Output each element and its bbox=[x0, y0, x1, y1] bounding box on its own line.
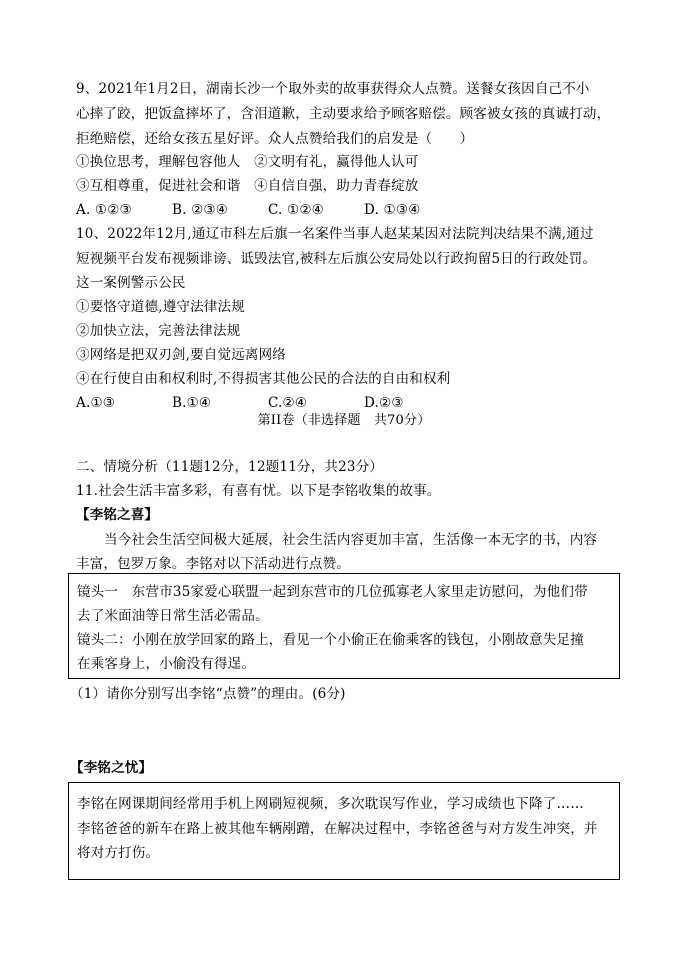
section-2-title: 第II卷（非选择题 共70分） bbox=[257, 413, 431, 428]
q11-intro: 11.社会生活丰富多彩，有喜有忧。以下是李铭收集的故事。 bbox=[76, 483, 441, 499]
q9-stem-line-1: 9、2021年1月2日，湖南长沙一个取外卖的故事获得众人点赞。送餐女孩因自己不小 bbox=[76, 81, 590, 97]
q9-option-b: B. ②③④ bbox=[172, 202, 229, 218]
q9-option-d: D. ①③④ bbox=[364, 202, 421, 218]
q10-option-a: A.①③ bbox=[76, 395, 116, 411]
q10-item-1: ①要恪守道德,遵守法律法规 bbox=[76, 299, 245, 315]
scene-1-line-1: 镜头一 东营市35家爱心联盟一起到东营市的几位孤寡老人家里走访慰问，为他们带 bbox=[77, 584, 588, 600]
q10-item-2: ②加快立法，完善法律法规 bbox=[76, 323, 241, 339]
worry-line-1: 李铭在网课期间经常用手机上网刷短视频，多次耽误写作业，学习成绩也下降了…… bbox=[77, 796, 584, 812]
part-2-heading: 二、情境分析（11题12分，12题11分，共23分） bbox=[76, 459, 384, 475]
scenario-box-2 bbox=[68, 782, 620, 880]
q10-item-3: ③网络是把双刃剑,要自觉远离网络 bbox=[76, 347, 286, 363]
q10-stem-line-3: 这一案例警示公民 bbox=[76, 275, 186, 291]
scene-1-line-2: 去了米面油等日常生活必需品。 bbox=[77, 608, 269, 624]
joy-paragraph-line-1: 当今社会生活空间极大延展，社会生活内容更加丰富，生活像一本无字的书，内容 bbox=[104, 532, 598, 548]
scenario-box-1 bbox=[68, 573, 620, 679]
q10-stem-line-2: 短视频平台发布视频诽谤、诋毁法官,被科左后旗公安局处以行政拘留5日的行政处罚。 bbox=[76, 251, 597, 267]
q9-options bbox=[76, 200, 420, 220]
q10-options bbox=[76, 393, 404, 413]
q10-option-d: D.②③ bbox=[364, 395, 404, 411]
scene-2-line-1: 镜头二：小刚在放学回家的路上，看见一个小偷正在偷乘客的钱包，小刚故意失足撞 bbox=[77, 632, 584, 648]
q10-option-b: B.①④ bbox=[172, 395, 212, 411]
worry-section-title: 【李铭之忧】 bbox=[70, 760, 153, 776]
q9-stem-line-2: 心摔了跤，把饭盒摔坏了，含泪道歉，主动要求给予顾客赔偿。顾客被女孩的真诚打动， bbox=[76, 106, 611, 122]
q9-item-1: ①换位思考，理解包容他人 ②文明有礼，赢得他人认可 bbox=[76, 154, 419, 170]
joy-section-title: 【李铭之喜】 bbox=[76, 507, 159, 523]
q10-item-4: ④在行使自由和权利时,不得损害其他公民的合法的自由和权利 bbox=[76, 371, 451, 387]
joy-paragraph-line-2: 丰富，包罗万象。李铭对以下活动进行点赞。 bbox=[76, 556, 350, 572]
q9-option-a: A. ①②③ bbox=[76, 202, 132, 218]
worry-line-2: 李铭爸爸的新车在路上被其他车辆剐蹭，在解决过程中，李铭爸爸与对方发生冲突，并 bbox=[77, 821, 598, 837]
sub-question-1: （1）请你分别写出李铭“点赞”的理由。(6分) bbox=[70, 686, 346, 702]
worry-line-3: 将对方打伤。 bbox=[77, 845, 160, 861]
q10-stem-line-1: 10、2022年12月,通辽市科左后旗一名案件当事人赵某某因对法院判决结果不满,通过 bbox=[76, 226, 594, 242]
q9-stem-line-3: 拒绝赔偿，还给女孩五星好评。众人点赞给我们的启发是（ ） bbox=[76, 131, 474, 147]
scene-2-line-2: 在乘客身上，小偷没有得逞。 bbox=[77, 656, 256, 672]
q10-option-c: C.②④ bbox=[268, 395, 308, 411]
q9-option-c: C. ①②④ bbox=[268, 202, 324, 218]
q9-item-2: ③互相尊重，促进社会和谐 ④自信自强，助力青春绽放 bbox=[76, 178, 419, 194]
